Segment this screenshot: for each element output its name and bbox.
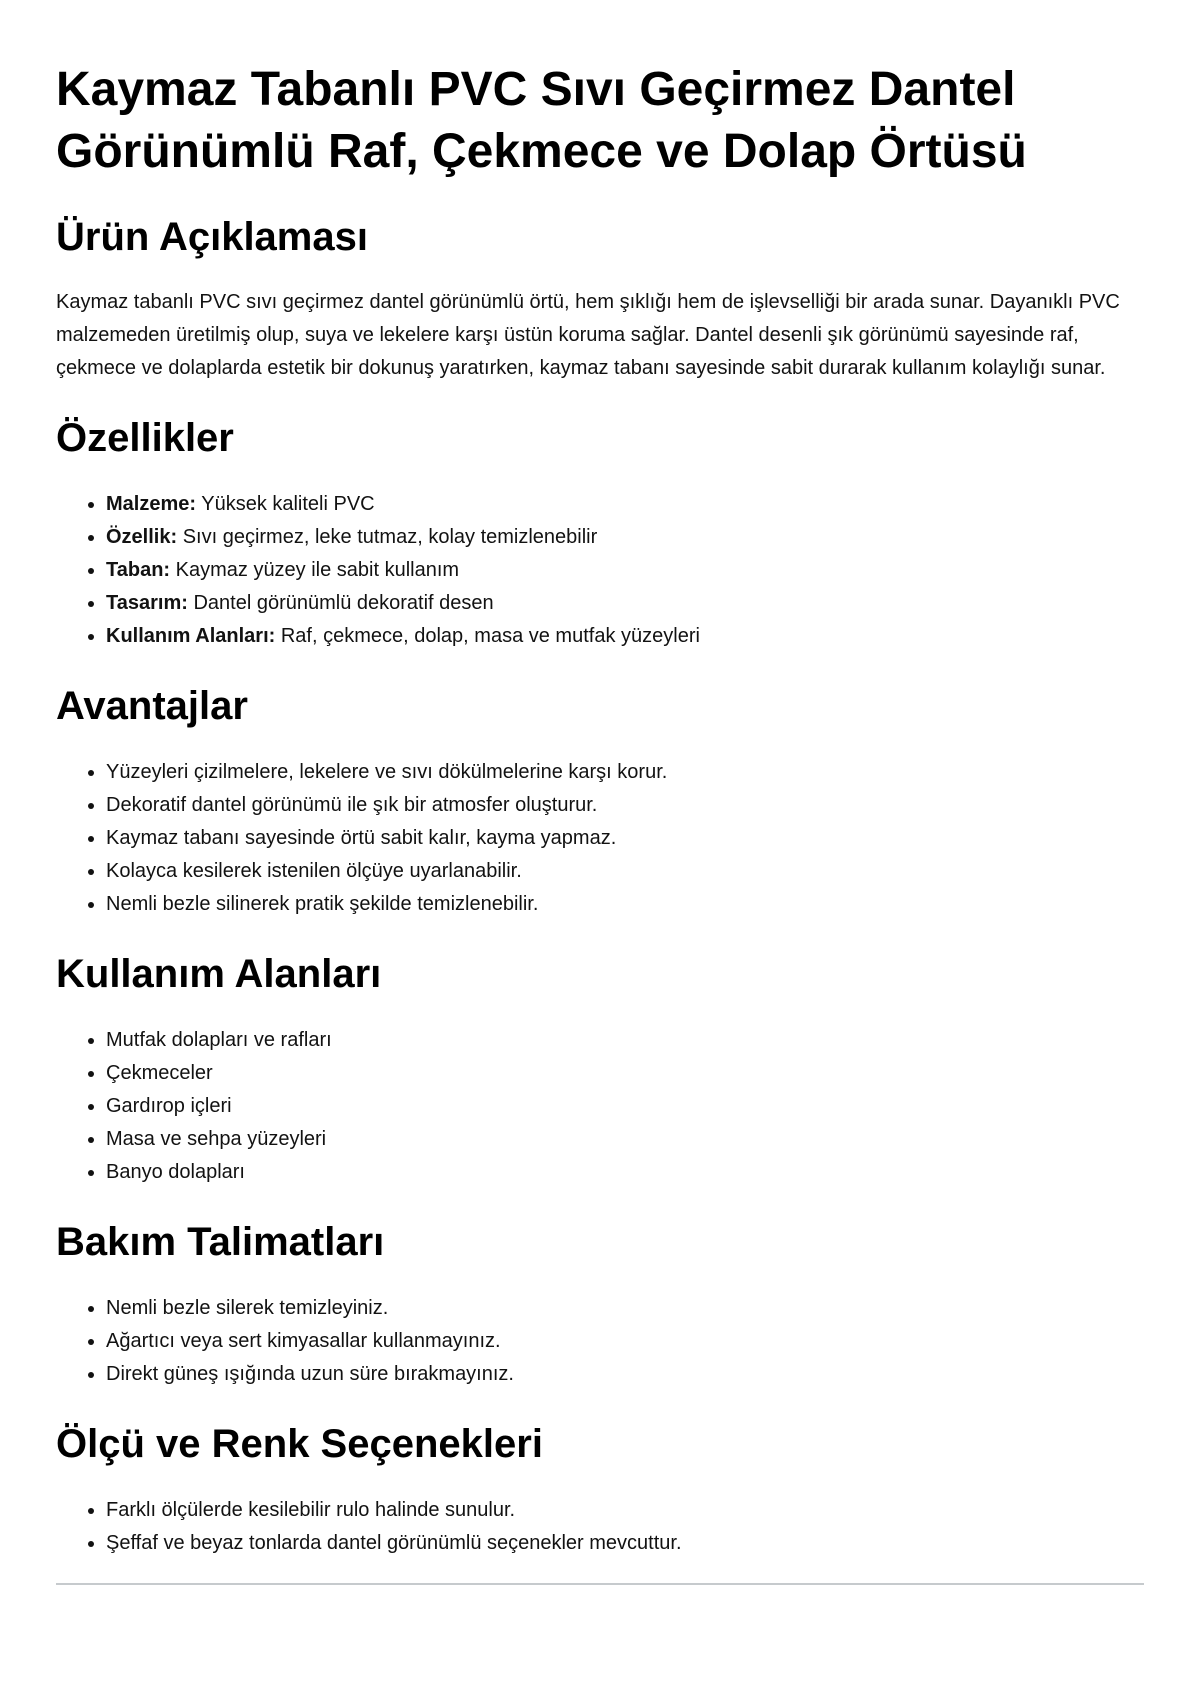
- list-item: • Nemli bezle silinerek pratik şekilde temizlenebilir.: [106, 888, 1144, 921]
- list-item: • Farklı ölçülerde kesilebilir rulo halinde sunulur.: [106, 1494, 1144, 1527]
- list-item: • Dekoratif dantel görünümü ile şık bir atmosfer oluşturur.: [106, 789, 1144, 822]
- list-item: • Yüzeyleri çizilmelere, lekelere ve sıvı dökülmelerine karşı korur.: [106, 756, 1144, 789]
- feature-text: Kaymaz yüzey ile sabit kullanım: [170, 558, 460, 581]
- section-urun-aciklamasi: [56, 211, 1144, 385]
- list-item: • Kolayca kesilerek istenilen ölçüye uyarlanabilir.: [106, 855, 1144, 888]
- section-olcu-ve-renk: [56, 1418, 1144, 1560]
- usage-areas-list: [56, 1024, 1144, 1189]
- section-kullanim-alanlari: [56, 948, 1144, 1189]
- heading-urun-aciklamasi: Ürün Açıklaması: [56, 214, 368, 259]
- heading-avantajlar: Avantajlar: [56, 683, 248, 728]
- feature-text: Yüksek kaliteli PVC: [196, 492, 375, 515]
- list-item: [106, 554, 1144, 587]
- heading-ozellikler: Özellikler: [56, 415, 234, 460]
- heading-bakim-talimatlari: Bakım Talimatları: [56, 1219, 385, 1264]
- list-item: • Ağartıcı veya sert kimyasallar kullanmayınız.: [106, 1325, 1144, 1358]
- bottom-divider: [56, 1583, 1144, 1585]
- list-item: • Şeffaf ve beyaz tonlarda dantel görünümlü seçenekler mevcuttur.: [106, 1527, 1144, 1560]
- section-bakim-talimatlari: [56, 1216, 1144, 1391]
- list-item: • Nemli bezle silerek temizleyiniz.: [106, 1292, 1144, 1325]
- features-list: [56, 488, 1144, 653]
- care-instructions-list: [56, 1292, 1144, 1391]
- list-item: [106, 488, 1144, 521]
- list-item: • Çekmeceler: [106, 1057, 1144, 1090]
- list-item: • Mutfak dolapları ve rafları: [106, 1024, 1144, 1057]
- feature-label: Taban:: [106, 558, 171, 581]
- feature-text: Raf, çekmece, dolap, masa ve mutfak yüzeyleri: [275, 624, 700, 647]
- feature-text: Dantel görünümlü dekoratif desen: [187, 591, 494, 614]
- size-color-options-list: [56, 1494, 1144, 1560]
- heading-olcu-ve-renk: Ölçü ve Renk Seçenekleri: [56, 1421, 543, 1466]
- list-item: • Banyo dolapları: [106, 1156, 1144, 1189]
- list-item: • Gardırop içleri: [106, 1090, 1144, 1123]
- list-item: • Direkt güneş ışığında uzun süre bırakmayınız.: [106, 1358, 1144, 1391]
- feature-label: Tasarım:: [106, 591, 188, 614]
- list-item: • Kaymaz tabanı sayesinde örtü sabit kalır, kayma yapmaz.: [106, 822, 1144, 855]
- feature-label: Malzeme:: [106, 492, 197, 515]
- list-item: [106, 521, 1144, 554]
- list-item: [106, 620, 1144, 653]
- feature-label: Özellik:: [106, 525, 178, 548]
- section-ozellikler: [56, 412, 1144, 653]
- list-item: [106, 587, 1144, 620]
- advantages-list: [56, 756, 1144, 921]
- section-avantajlar: [56, 680, 1144, 921]
- list-item: • Masa ve sehpa yüzeyleri: [106, 1123, 1144, 1156]
- product-description-paragraph: Kaymaz tabanlı PVC sıvı geçirmez dantel görünümlü örtü, hem şıklığı hem de işlevselliği bir arada sunar. Dayanıklı PVC malzemeden üretilmiş olup, suya ve lekelere karşı üstün koruma sağlar. Dantel desenli şık görünümü sayesinde raf, çekmece ve dolaplarda estetik bir dokunuş yaratırken, kaymaz tabanı sayesinde sabit durarak kullanım kolaylığı sunar.: [56, 290, 1120, 379]
- feature-label: Kullanım Alanları:: [106, 624, 276, 647]
- page-title: Kaymaz Tabanlı PVC Sıvı Geçirmez Dantel Görünümlü Raf, Çekmece ve Dolap Örtüsü: [56, 63, 1027, 179]
- heading-kullanim-alanlari: Kullanım Alanları: [56, 951, 382, 996]
- feature-text: Sıvı geçirmez, leke tutmaz, kolay temizlenebilir: [177, 525, 598, 548]
